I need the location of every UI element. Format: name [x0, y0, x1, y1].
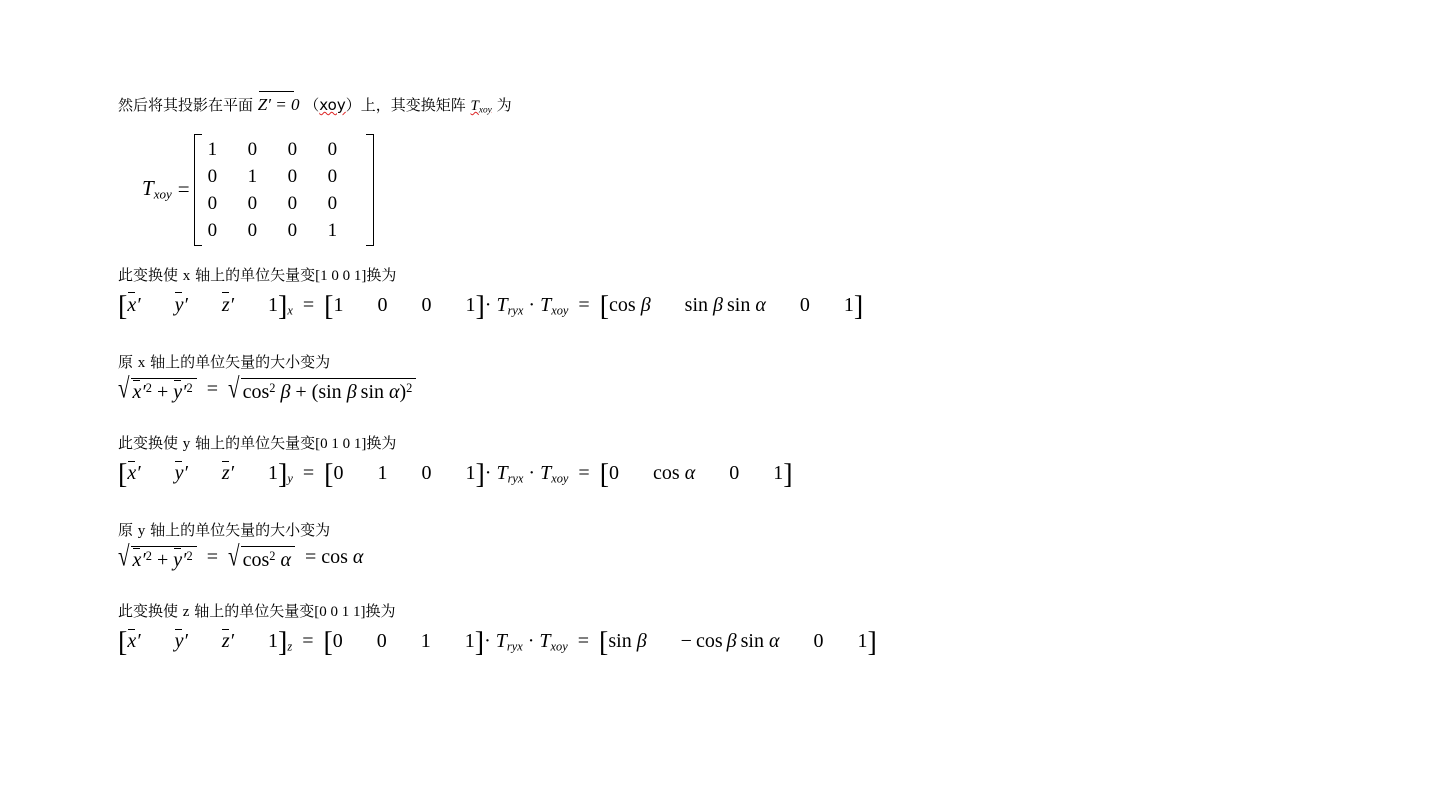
- matrix-cell: 0: [207, 219, 218, 241]
- intro-text-after: 为: [496, 96, 512, 114]
- matrix-cell: 0: [287, 219, 298, 241]
- z-intro-axis: z: [182, 603, 190, 620]
- y-intro-vector: [0 1 0 1]: [315, 435, 367, 452]
- matrix-cell: 1: [327, 219, 338, 241]
- intro-symbol-txoy: $T_{xoy}$: [470, 98, 492, 116]
- y-intro-middle: 轴上的单位矢量变: [195, 433, 316, 452]
- matrix-cell: 0: [327, 138, 338, 160]
- z-intro-prefix: 此变换使: [118, 601, 179, 620]
- paragraph-y-magnitude-intro: [118, 517, 1178, 544]
- matrix-cell: 0: [287, 165, 298, 187]
- matrix-cell: 0: [207, 192, 218, 214]
- y-mag-axis: y: [137, 522, 146, 539]
- x-intro-suffix: 换为: [366, 265, 397, 284]
- paragraph-y-axis-intro: [118, 430, 1178, 457]
- x-mag-suffix: 轴上的单位矢量的大小变为: [150, 352, 331, 371]
- matrix-cell: 0: [287, 138, 298, 160]
- x-mag-axis: x: [137, 354, 146, 371]
- matrix-equation: [142, 134, 1178, 246]
- x-intro-vector: [1 0 0 1]: [315, 267, 367, 284]
- x-intro-prefix: 此变换使: [118, 265, 179, 284]
- z-intro-vector: [0 0 1 1]: [314, 603, 366, 620]
- matrix-row: [204, 163, 364, 190]
- equation-x-magnitude: √ $x'^2 + y'^2$ = √ $\cos^2 \beta + (\sin$ β sin α)$^2$: [118, 378, 1178, 404]
- matrix-cell: 1: [247, 165, 258, 187]
- equation-y-axis: [x′ y′ z′ $1]_y = [0$ 1 0 $1]\cdot T_{ryx} \cdot T_{xoy} = [0$ cos α 0 1]: [118, 458, 793, 490]
- matrix-cell: 0: [247, 192, 258, 214]
- y-intro-axis: y: [182, 435, 191, 452]
- z-intro-middle: 轴上的单位矢量变: [194, 601, 315, 620]
- matrix-cell: 0: [287, 192, 298, 214]
- y-intro-prefix: 此变换使: [118, 433, 179, 452]
- paragraph-z-axis-intro: [118, 598, 1178, 625]
- matrix-row: [204, 136, 364, 163]
- matrix-cell: 0: [327, 165, 338, 187]
- matrix-cell: 0: [247, 138, 258, 160]
- matrix-cell: 1: [207, 138, 218, 160]
- matrix-label: $T_{xoy}$: [142, 176, 172, 202]
- intro-text-before: 然后将其投影在平面: [118, 96, 254, 114]
- matrix-row: [204, 190, 364, 217]
- matrix-cell: 0: [327, 192, 338, 214]
- matrix-bracket: [194, 134, 374, 246]
- matrix-table: [204, 136, 364, 244]
- z-intro-suffix: 换为: [365, 601, 396, 620]
- equation-y-magnitude: √ $x'^2 + y'^2$ = √ $\cos^2 \alpha$ = cos α: [118, 539, 364, 573]
- equation-x-axis: [x′ y′ z′ $1]_x = [1$ 0 0 $1]\cdot T_{ryx} \cdot T_{xoy} = [\cos$ β sin β sin α 0 1]: [118, 290, 864, 322]
- document-content: [118, 92, 1178, 659]
- y-mag-suffix: 轴上的单位矢量的大小变为: [150, 520, 331, 539]
- y-intro-suffix: 换为: [366, 433, 397, 452]
- intro-text-mid: （xoy）上，其变换矩阵: [304, 96, 466, 114]
- x-intro-middle: 轴上的单位矢量变: [195, 265, 316, 284]
- intro-formula-z: Z′ = 0: [258, 92, 300, 118]
- matrix-cell: 0: [207, 165, 218, 187]
- matrix-cell: 0: [247, 219, 258, 241]
- x-mag-prefix: 原: [118, 352, 134, 371]
- equation-z-axis: [x′ y′ z′ $1]_z = [0$ 0 1 $1]\cdot T_{ryx} \cdot T_{xoy} = [\sin$ β − cos β sin α 0 1]: [118, 626, 877, 658]
- paragraph-intro: [118, 92, 1178, 124]
- y-mag-prefix: 原: [118, 520, 134, 539]
- paragraph-x-magnitude-intro: [118, 349, 1178, 376]
- x-intro-axis: x: [182, 267, 191, 284]
- matrix-equals: =: [177, 177, 190, 202]
- matrix-row: [204, 217, 364, 244]
- paragraph-x-axis-intro: [118, 262, 1178, 289]
